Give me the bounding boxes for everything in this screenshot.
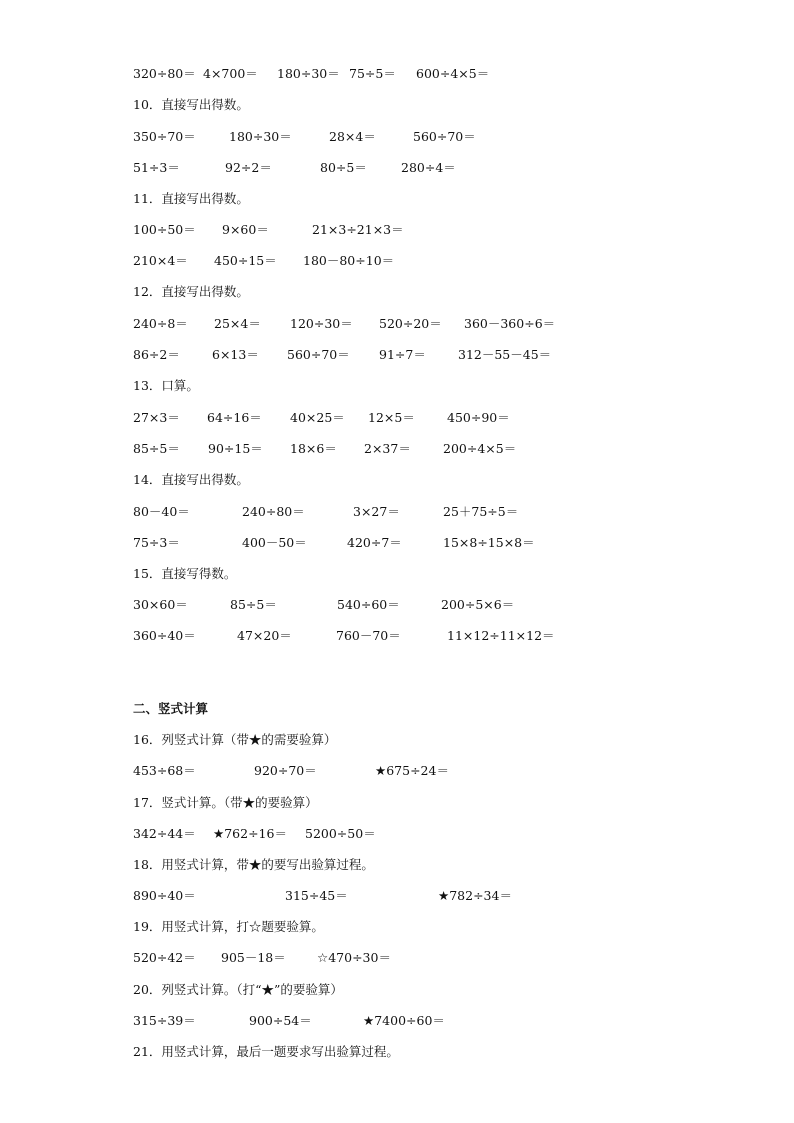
problem-item: 760－70＝ [336, 628, 401, 643]
problem-item: 315÷39＝ [133, 1013, 196, 1028]
problem-item: 560÷70＝ [413, 129, 476, 144]
question-heading: 18．用竖式计算，带★的要写出验算过程。 [133, 857, 374, 872]
problem-item: 200÷4×5＝ [443, 441, 517, 456]
problem-item: 30×60＝ [133, 597, 188, 612]
problem-item: 75÷5＝ [349, 66, 396, 81]
problem-item: 21×3÷21×3＝ [312, 222, 404, 237]
problem-item: 520÷20＝ [379, 316, 442, 331]
problem-item: 75÷3＝ [133, 535, 180, 550]
problem-item: 450÷15＝ [214, 253, 277, 268]
problem-item: ★762÷16＝ [213, 826, 287, 841]
problem-item: 890÷40＝ [133, 888, 196, 903]
problem-item: 6×13＝ [212, 347, 259, 362]
problem-item: 420÷7＝ [347, 535, 402, 550]
problem-item: 85÷5＝ [133, 441, 180, 456]
problem-item: 180÷30＝ [277, 66, 340, 81]
problem-row [0, 887, 794, 905]
section-title: 二、竖式计算 [133, 701, 209, 716]
problem-item: ★7400÷60＝ [363, 1013, 445, 1028]
problem-item: 3×27＝ [353, 504, 400, 519]
problem-item: 450÷90＝ [447, 410, 510, 425]
problem-item: 28×4＝ [329, 129, 376, 144]
problem-item: 180－80÷10＝ [303, 253, 395, 268]
problem-row [0, 534, 794, 552]
question-heading: 21．用竖式计算，最后一题要求写出验算过程。 [133, 1044, 399, 1059]
problem-row [0, 762, 794, 780]
problem-row [0, 596, 794, 614]
problem-row [0, 221, 794, 239]
problem-item: 400－50＝ [242, 535, 307, 550]
problem-item: 240÷8＝ [133, 316, 188, 331]
question-heading: 19．用竖式计算，打☆题要验算。 [133, 919, 324, 934]
problem-item: 91÷7＝ [379, 347, 426, 362]
problem-item: 100÷50＝ [133, 222, 196, 237]
problem-row [0, 627, 794, 645]
problem-row [0, 159, 794, 177]
problem-item: 18×6＝ [290, 441, 337, 456]
problem-item: 11×12÷11×12＝ [447, 628, 555, 643]
problem-item: 4×700＝ [203, 66, 258, 81]
question-heading: 10．直接写出得数。 [133, 97, 249, 112]
problem-item: 40×25＝ [290, 410, 345, 425]
problem-item: 905－18＝ [221, 950, 286, 965]
problem-item: 600÷4×5＝ [416, 66, 490, 81]
problem-item: 80÷5＝ [320, 160, 367, 175]
problem-item: 12×5＝ [368, 410, 415, 425]
problem-item: 25＋75÷5＝ [443, 504, 519, 519]
question-heading: 11．直接写出得数。 [133, 191, 249, 206]
problem-item: 280÷4＝ [401, 160, 456, 175]
problem-item: 25×4＝ [214, 316, 261, 331]
problem-item: 540÷60＝ [337, 597, 400, 612]
question-heading: 13．口算。 [133, 378, 199, 393]
problem-item: 9×60＝ [222, 222, 269, 237]
question-heading: 12．直接写出得数。 [133, 284, 249, 299]
problem-row [0, 440, 794, 458]
problem-item: 180÷30＝ [229, 129, 292, 144]
problem-item: ★675÷24＝ [375, 763, 449, 778]
problem-item: 312－55－45＝ [458, 347, 552, 362]
problem-item: 51÷3＝ [133, 160, 180, 175]
problem-item: 92÷2＝ [225, 160, 272, 175]
problem-row [0, 252, 794, 270]
problem-row [0, 315, 794, 333]
problem-item: 85÷5＝ [230, 597, 277, 612]
problem-item: 320÷80＝ [133, 66, 196, 81]
problem-item: 560÷70＝ [287, 347, 350, 362]
question-heading: 20．列竖式计算。（打“★”的要验算） [133, 982, 343, 997]
problem-row [0, 1012, 794, 1030]
problem-row [0, 346, 794, 364]
problem-item: 360÷40＝ [133, 628, 196, 643]
problem-item: 86÷2＝ [133, 347, 180, 362]
question-heading: 16．列竖式计算（带★的需要验算） [133, 732, 337, 747]
problem-item: 920÷70＝ [254, 763, 317, 778]
problem-item: 315÷45＝ [285, 888, 348, 903]
problem-item: 240÷80＝ [242, 504, 305, 519]
problem-item: 15×8÷15×8＝ [443, 535, 535, 550]
problem-item: 200÷5×6＝ [441, 597, 515, 612]
problem-row [0, 65, 794, 83]
problem-item: 350÷70＝ [133, 129, 196, 144]
problem-row [0, 409, 794, 427]
question-heading: 15．直接写得数。 [133, 566, 237, 581]
problem-item: 520÷42＝ [133, 950, 196, 965]
problem-item: 47×20＝ [237, 628, 292, 643]
problem-row [0, 503, 794, 521]
problem-item: 900÷54＝ [249, 1013, 312, 1028]
problem-item: 453÷68＝ [133, 763, 196, 778]
problem-item: ☆470÷30＝ [317, 950, 391, 965]
problem-item: 210×4＝ [133, 253, 188, 268]
question-heading: 17．竖式计算。（带★的要验算） [133, 795, 318, 810]
problem-item: 90÷15＝ [208, 441, 263, 456]
problem-item: 120÷30＝ [290, 316, 353, 331]
problem-row [0, 825, 794, 843]
problem-item: 2×37＝ [364, 441, 411, 456]
problem-item: 342÷44＝ [133, 826, 196, 841]
question-heading: 14．直接写出得数。 [133, 472, 249, 487]
problem-item: 360－360÷6＝ [464, 316, 556, 331]
problem-item: 80－40＝ [133, 504, 190, 519]
problem-item: ★782÷34＝ [438, 888, 512, 903]
problem-item: 64÷16＝ [207, 410, 262, 425]
problem-row [0, 949, 794, 967]
problem-item: 27×3＝ [133, 410, 180, 425]
problem-item: 5200÷50＝ [305, 826, 376, 841]
problem-row [0, 128, 794, 146]
